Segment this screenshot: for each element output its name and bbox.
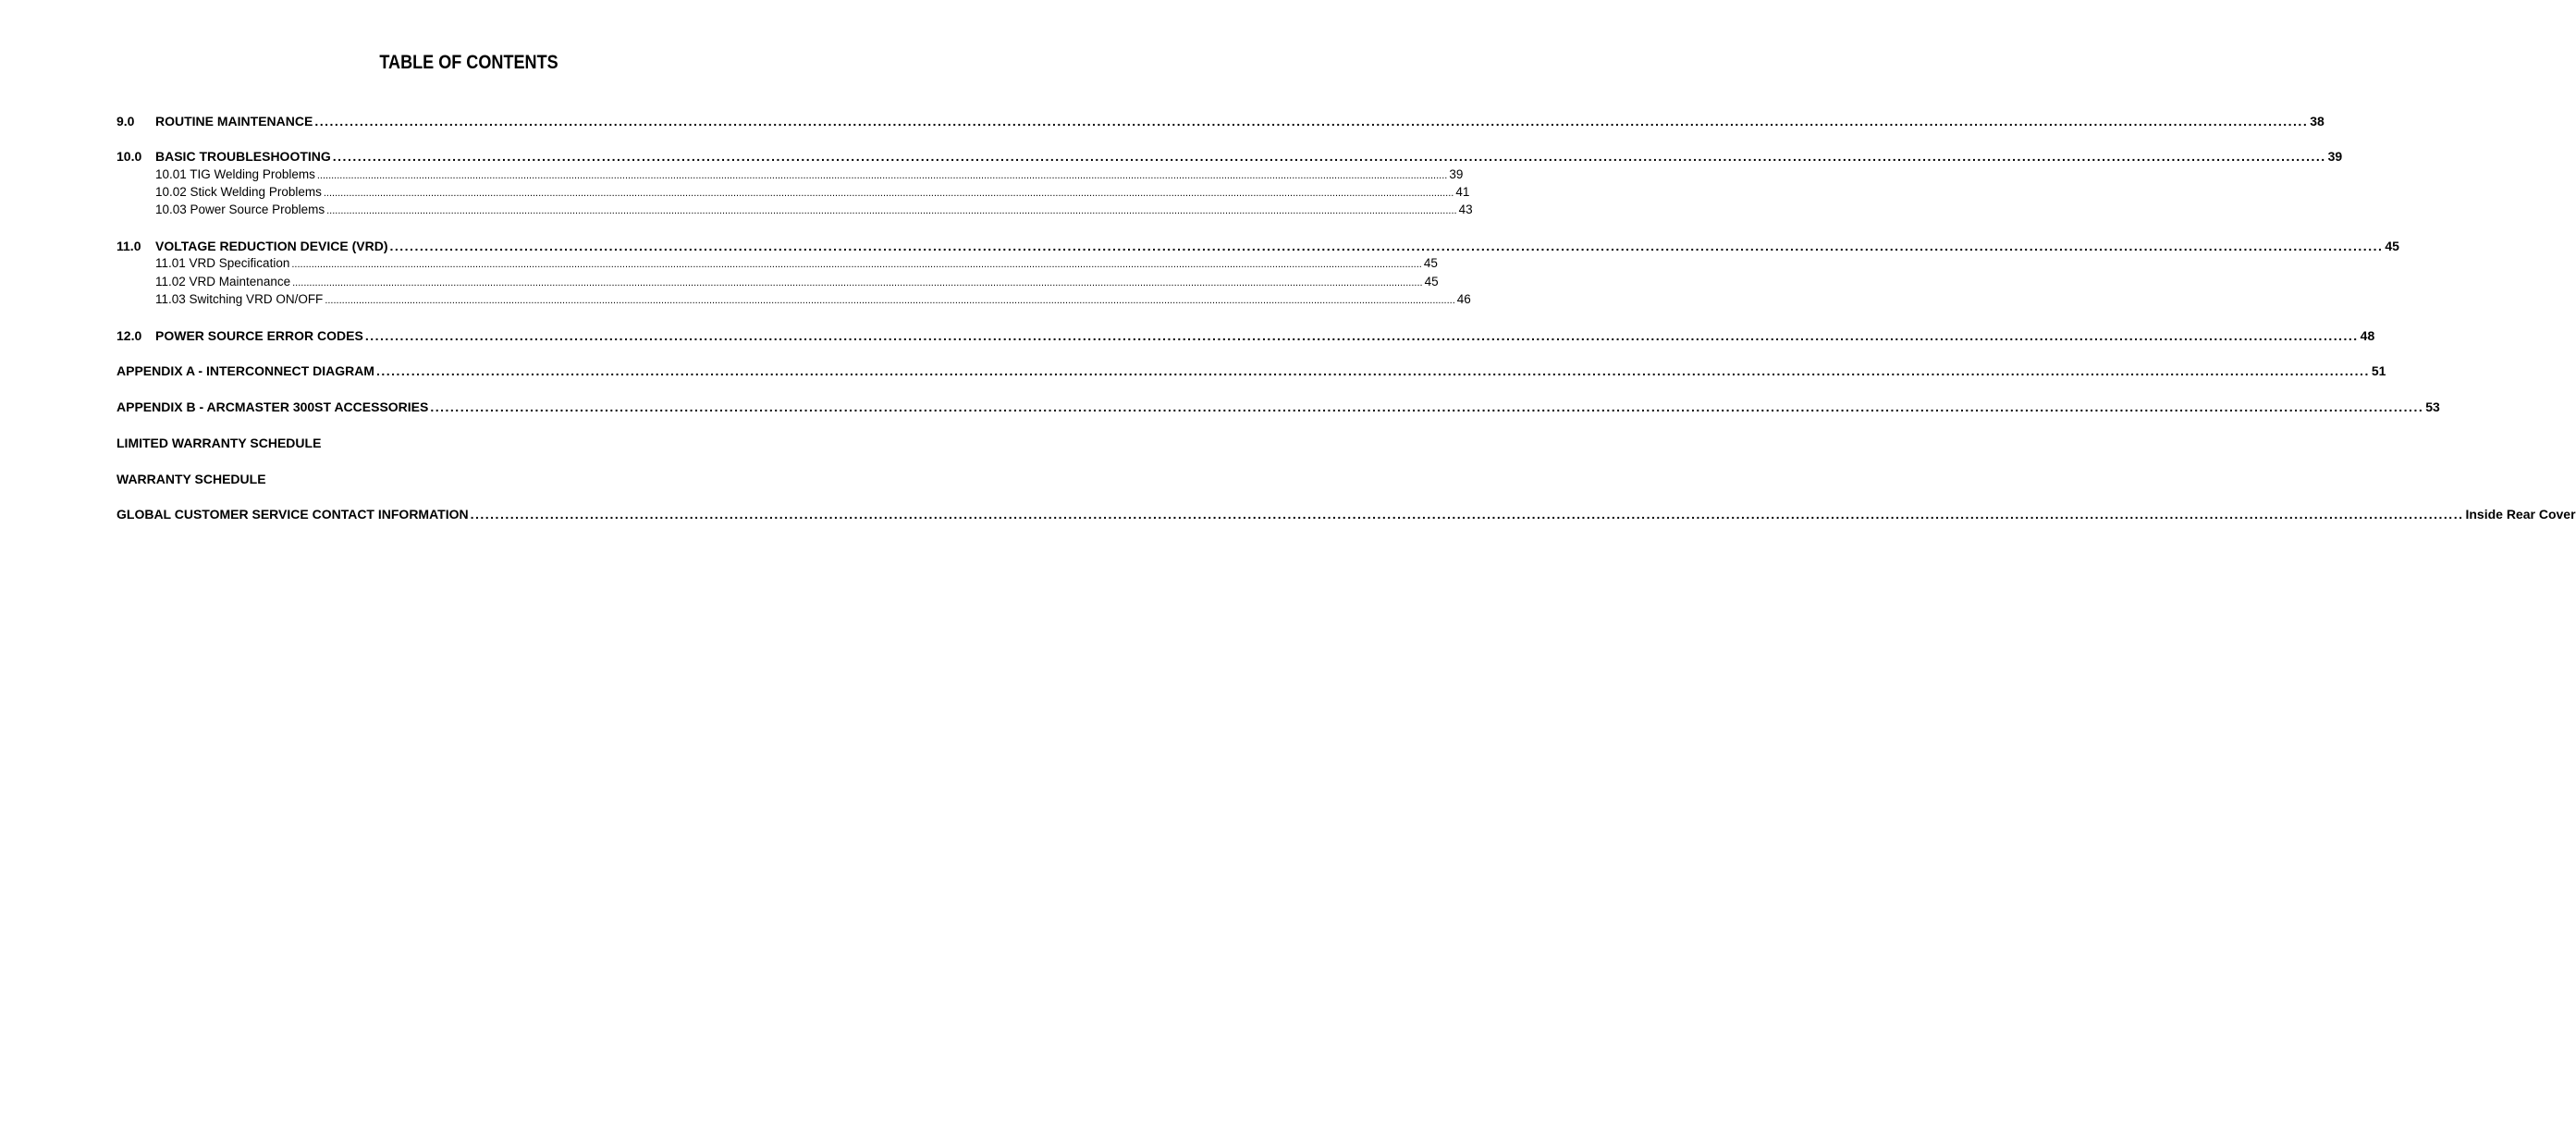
toc-entry-title: 10.03 Power Source Problems xyxy=(155,203,325,216)
toc-entry-number: 10.0 xyxy=(117,149,142,164)
toc-entry[interactable] xyxy=(117,149,2343,166)
toc-page-number: 46 xyxy=(1456,292,1471,306)
toc-page-number: 53 xyxy=(2425,399,2440,414)
toc-page-number: 38 xyxy=(2310,114,2325,129)
toc-page-number: 45 xyxy=(1423,256,1438,270)
toc-entry[interactable] xyxy=(117,507,2576,523)
toc-leader-dots: ................................................................................................................................................................................................................................................................................................................................................................................................................ xyxy=(389,239,2384,253)
toc-page-number: 39 xyxy=(2327,149,2343,164)
toc-page-number: 43 xyxy=(1458,203,1473,216)
toc-subentry[interactable] xyxy=(155,256,1438,272)
toc-entry-title: 10.02 Stick Welding Problems xyxy=(155,185,322,199)
toc-entry[interactable] xyxy=(117,114,2325,130)
toc-entry-title: APPENDIX B - ARCMASTER 300ST ACCESSORIES xyxy=(117,399,429,414)
toc-entry-number: 11.0 xyxy=(117,239,141,253)
toc-leader-dots: ................................................................................................................................................................................................................................................................................................................................................................................................................ xyxy=(364,328,2359,343)
toc-subentry[interactable] xyxy=(155,185,1470,201)
toc-leader-dots: ................................................................................................................................................................................................................................................................................................................................................................................................................ xyxy=(292,277,1423,289)
toc-page-number: 39 xyxy=(1449,167,1464,181)
toc-leader-dots: ................................................................................................................................................................................................................................................................................................................................................................................................................ xyxy=(470,507,2464,522)
toc-page-number: Inside Rear Cover xyxy=(2465,507,2576,522)
toc-entry-title: 11.03 Switching VRD ON/OFF xyxy=(155,292,324,306)
toc-leader-dots: ................................................................................................................................................................................................................................................................................................................................................................................................................ xyxy=(332,149,2326,164)
toc-entry[interactable] xyxy=(117,328,2375,345)
toc-leader-dots: ................................................................................................................................................................................................................................................................................................................................................................................................................ xyxy=(314,114,2309,129)
toc-leader-dots: ................................................................................................................................................................................................................................................................................................................................................................................................................ xyxy=(375,363,2370,378)
toc-subentry[interactable] xyxy=(155,275,1439,290)
toc-entry-title: WARRANTY SCHEDULE xyxy=(117,472,266,486)
toc-entry-title: GLOBAL CUSTOMER SERVICE CONTACT INFORMATION xyxy=(117,507,469,522)
toc-leader-dots: ................................................................................................................................................................................................................................................................................................................................................................................................................ xyxy=(316,170,1448,181)
toc-page-number: 51 xyxy=(2371,363,2386,378)
toc-page-number: 48 xyxy=(2360,328,2375,343)
toc-entry-title: APPENDIX A - INTERCONNECT DIAGRAM xyxy=(117,363,374,378)
toc-leader-dots: ................................................................................................................................................................................................................................................................................................................................................................................................................ xyxy=(291,259,1422,270)
toc-subentry[interactable] xyxy=(155,292,1471,308)
toc-entry[interactable] xyxy=(117,472,779,488)
toc-page-number: 41 xyxy=(1455,185,1470,199)
toc-entry-title: LIMITED WARRANTY SCHEDULE xyxy=(117,436,322,450)
toc-subentry[interactable] xyxy=(155,167,1464,183)
toc-page-number: 45 xyxy=(1424,275,1439,289)
toc-entry-number: 9.0 xyxy=(117,114,135,129)
toc-leader-dots: ................................................................................................................................................................................................................................................................................................................................................................................................................ xyxy=(323,188,1454,199)
toc-leader-dots: ................................................................................................................................................................................................................................................................................................................................................................................................................ xyxy=(325,295,1455,306)
toc-entry-title: VOLTAGE REDUCTION DEVICE (VRD) xyxy=(155,239,388,253)
toc-leader-dots: ................................................................................................................................................................................................................................................................................................................................................................................................................ xyxy=(326,205,1457,216)
toc-subentry[interactable] xyxy=(155,203,1473,218)
toc-entry-title: POWER SOURCE ERROR CODES xyxy=(155,328,363,343)
toc-entry[interactable] xyxy=(117,239,2399,255)
toc-entry[interactable] xyxy=(117,399,2440,416)
toc-entry-title: BASIC TROUBLESHOOTING xyxy=(155,149,331,164)
toc-leader-dots: ................................................................................................................................................................................................................................................................................................................................................................................................................ xyxy=(430,399,2424,414)
toc-page-number: 45 xyxy=(2385,239,2399,253)
toc-entry-title: 11.01 VRD Specification xyxy=(155,256,290,270)
toc-entry-number: 12.0 xyxy=(117,328,142,343)
toc-entry[interactable] xyxy=(117,436,779,452)
toc-entry-title: 10.01 TIG Welding Problems xyxy=(155,167,315,181)
toc-entry[interactable] xyxy=(117,363,2386,380)
page-title: TABLE OF CONTENTS xyxy=(379,52,558,73)
toc-entry-title: 11.02 VRD Maintenance xyxy=(155,275,291,289)
toc-entry-title: ROUTINE MAINTENANCE xyxy=(155,114,313,129)
